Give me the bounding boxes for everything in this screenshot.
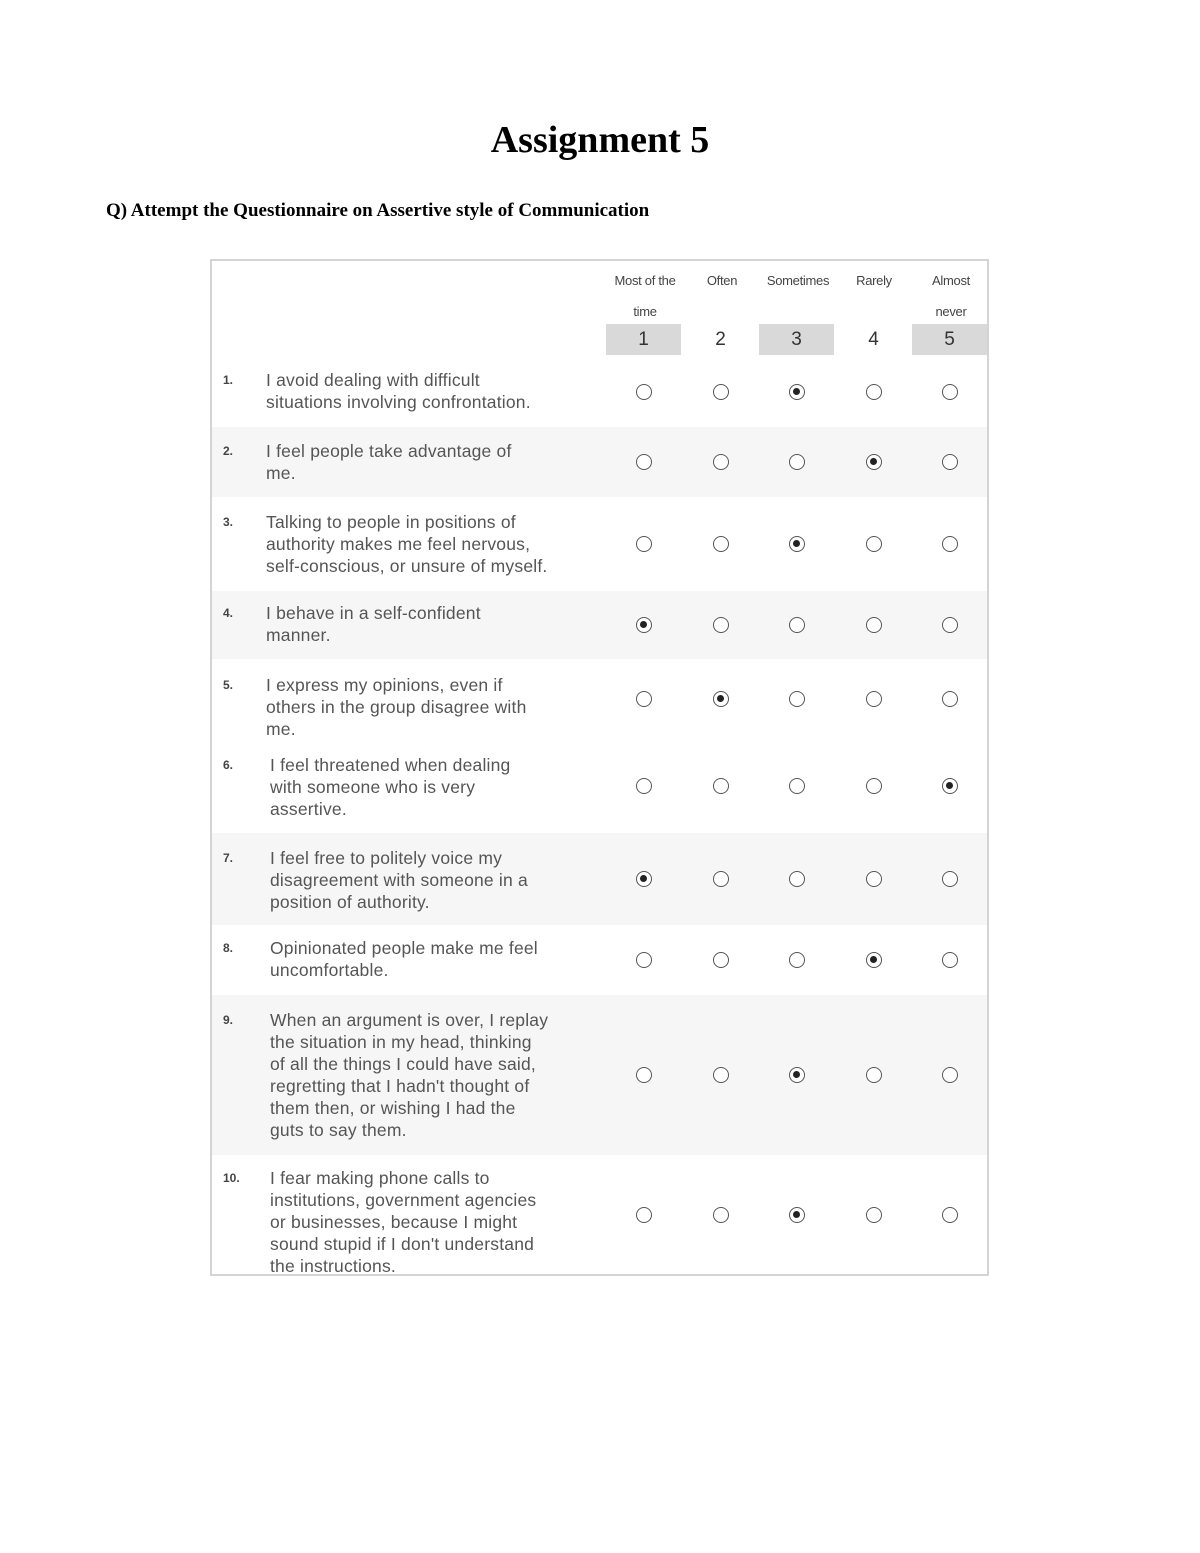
radio-option-1[interactable] — [636, 454, 652, 470]
radio-option-3[interactable] — [789, 1207, 805, 1223]
scale-label-5 — [913, 265, 989, 327]
question-text — [270, 937, 600, 981]
radio-option-5[interactable] — [942, 871, 958, 887]
question-row-5 — [212, 659, 987, 739]
radio-option-4[interactable] — [866, 871, 882, 887]
radio-option-2[interactable] — [713, 617, 729, 633]
scale-label-1-line-1: Most of the — [614, 273, 676, 288]
radio-option-2[interactable] — [713, 691, 729, 707]
scale-label-2 — [684, 265, 760, 296]
scale-label-3 — [760, 265, 836, 296]
radio-option-3[interactable] — [789, 617, 805, 633]
question-text-line: When an argument is over, I replay — [270, 1010, 549, 1030]
scale-number-5: 5 — [912, 324, 987, 355]
question-number: 6. — [223, 758, 234, 772]
radio-option-4[interactable] — [866, 1067, 882, 1083]
question-text-line: with someone who is very — [270, 777, 476, 797]
question-text — [266, 602, 596, 646]
radio-option-2[interactable] — [713, 778, 729, 794]
radio-option-3[interactable] — [789, 384, 805, 400]
survey-table — [210, 259, 989, 1276]
question-row-2 — [212, 427, 987, 497]
question-row-9 — [212, 995, 987, 1155]
radio-option-2[interactable] — [713, 1207, 729, 1223]
radio-option-5[interactable] — [942, 1067, 958, 1083]
radio-option-2[interactable] — [713, 871, 729, 887]
question-text — [266, 511, 596, 577]
question-text-line: of all the things I could have said, — [270, 1054, 536, 1074]
radio-option-2[interactable] — [713, 952, 729, 968]
scale-number-3: 3 — [759, 324, 834, 355]
radio-option-2[interactable] — [713, 536, 729, 552]
question-number: 4. — [223, 606, 234, 620]
question-number: 1. — [223, 373, 234, 387]
scale-label-2-line-1: Often — [706, 273, 738, 288]
radio-option-4[interactable] — [866, 952, 882, 968]
question-text — [270, 1167, 600, 1277]
question-text-line: situations involving confrontation. — [266, 392, 531, 412]
radio-option-3[interactable] — [789, 952, 805, 968]
question-text-line: uncomfortable. — [270, 960, 389, 980]
scale-label-5-line-1: Almost — [932, 273, 970, 288]
question-text-line: I feel threatened when dealing — [270, 755, 511, 775]
question-number: 10. — [223, 1171, 240, 1185]
question-text-line: disagreement with someone in a — [270, 870, 528, 890]
radio-option-5[interactable] — [942, 384, 958, 400]
radio-option-3[interactable] — [789, 536, 805, 552]
question-text-line: regretting that I hadn't thought of — [270, 1076, 530, 1096]
radio-option-5[interactable] — [942, 617, 958, 633]
question-text-line: position of authority. — [270, 892, 430, 912]
question-text-line: the instructions. — [270, 1256, 396, 1276]
radio-option-5[interactable] — [942, 952, 958, 968]
scale-label-5-line-2: never — [935, 304, 967, 319]
scale-label-4 — [836, 265, 912, 296]
question-text — [266, 674, 596, 740]
scale-label-4-line-1: Rarely — [856, 273, 892, 288]
question-row-4 — [212, 591, 987, 659]
question-text-line: I fear making phone calls to — [270, 1168, 490, 1188]
question-text-line: or businesses, because I might — [270, 1212, 518, 1232]
radio-option-3[interactable] — [789, 691, 805, 707]
question-number: 2. — [223, 444, 234, 458]
question-text-line: I feel free to politely voice my — [270, 848, 503, 868]
question-row-1 — [212, 357, 987, 427]
radio-option-5[interactable] — [942, 691, 958, 707]
scale-number-2: 2 — [715, 329, 726, 350]
scale-number-4: 4 — [868, 329, 879, 350]
question-row-3 — [212, 497, 987, 591]
radio-option-1[interactable] — [636, 1067, 652, 1083]
radio-option-4[interactable] — [866, 536, 882, 552]
radio-option-4[interactable] — [866, 691, 882, 707]
question-text-line: me. — [266, 463, 296, 483]
question-text-line: the situation in my head, thinking — [270, 1032, 532, 1052]
question-text-line: I behave in a self-confident — [266, 603, 481, 623]
radio-option-3[interactable] — [789, 1067, 805, 1083]
radio-option-4[interactable] — [866, 1207, 882, 1223]
question-row-8 — [212, 925, 987, 995]
radio-option-1[interactable] — [636, 384, 652, 400]
question-text-line: I feel people take advantage of — [266, 441, 512, 461]
radio-option-1[interactable] — [636, 617, 652, 633]
scale-label-1-line-2: time — [633, 304, 657, 319]
question-text — [266, 369, 596, 413]
question-text-line: Opinionated people make me feel — [270, 938, 538, 958]
question-text-line: assertive. — [270, 799, 347, 819]
radio-option-3[interactable] — [789, 871, 805, 887]
question-text-line: self-conscious, or unsure of myself. — [266, 556, 548, 576]
question-row-6 — [212, 739, 987, 833]
question-number: 5. — [223, 678, 234, 692]
radio-option-5[interactable] — [942, 536, 958, 552]
question-text-line: authority makes me feel nervous, — [266, 534, 531, 554]
question-text-line: me. — [266, 719, 296, 739]
radio-option-5[interactable] — [942, 454, 958, 470]
radio-option-5[interactable] — [942, 778, 958, 794]
radio-option-4[interactable] — [866, 778, 882, 794]
radio-option-4[interactable] — [866, 384, 882, 400]
radio-option-1[interactable] — [636, 691, 652, 707]
question-number: 3. — [223, 515, 234, 529]
question-text — [270, 847, 600, 913]
question-text-line: institutions, government agencies — [270, 1190, 537, 1210]
question-number: 7. — [223, 851, 234, 865]
radio-option-2[interactable] — [713, 384, 729, 400]
question-text-line: guts to say them. — [270, 1120, 407, 1140]
question-text — [270, 754, 600, 820]
radio-option-5[interactable] — [942, 1207, 958, 1223]
question-row-7 — [212, 833, 987, 925]
question-text — [266, 440, 596, 484]
radio-option-3[interactable] — [789, 454, 805, 470]
radio-option-3[interactable] — [789, 778, 805, 794]
question-text-line: them then, or wishing I had the — [270, 1098, 516, 1118]
radio-option-4[interactable] — [866, 617, 882, 633]
radio-option-2[interactable] — [713, 1067, 729, 1083]
scale-label-1 — [607, 265, 683, 327]
question-text-line: manner. — [266, 625, 331, 645]
question-prompt: Q) Attempt the Questionnaire on Assertive style of Communication — [106, 200, 650, 221]
question-text-line: I express my opinions, even if — [266, 675, 503, 695]
radio-option-1[interactable] — [636, 778, 652, 794]
scale-label-3-line-1: Sometimes — [766, 273, 830, 288]
question-number: 8. — [223, 941, 234, 955]
radio-option-4[interactable] — [866, 454, 882, 470]
radio-option-1[interactable] — [636, 952, 652, 968]
radio-option-1[interactable] — [636, 1207, 652, 1223]
question-row-10 — [212, 1155, 987, 1274]
question-number: 9. — [223, 1013, 234, 1027]
question-text — [270, 1009, 600, 1141]
question-text-line: others in the group disagree with — [266, 697, 527, 717]
question-text-line: sound stupid if I don't understand — [270, 1234, 535, 1254]
radio-option-1[interactable] — [636, 871, 652, 887]
radio-option-1[interactable] — [636, 536, 652, 552]
question-text-line: I avoid dealing with difficult — [266, 370, 480, 390]
question-text-line: Talking to people in positions of — [266, 512, 516, 532]
page-title: Assignment 5 — [490, 119, 710, 161]
radio-option-2[interactable] — [713, 454, 729, 470]
scale-number-1: 1 — [606, 324, 681, 355]
